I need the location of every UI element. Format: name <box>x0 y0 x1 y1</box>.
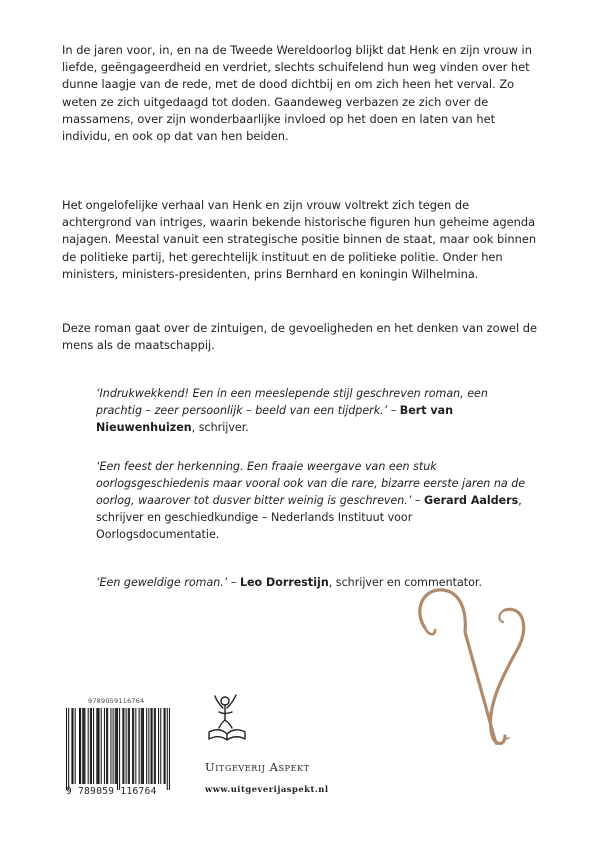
barcode-bar <box>128 708 129 784</box>
review-author: Gerard Aalders <box>423 494 519 507</box>
publisher-url: www.uitgeverijaspekt.nl <box>205 784 329 794</box>
barcode-bar <box>151 708 152 784</box>
review-role: , schrijver en commentator. <box>328 576 482 589</box>
barcode-bar <box>88 708 89 784</box>
barcode-bar <box>164 708 165 784</box>
barcode-bar <box>133 708 134 784</box>
blurb-paragraph-3: Deze roman gaat over de zintuigen, de gevoeligheden en het denken van zowel de mens als de maatschappij. <box>62 321 537 353</box>
review-author: Leo Dorrestijn <box>239 576 329 589</box>
barcode-bar <box>83 708 84 784</box>
review-dash: – <box>387 404 400 417</box>
barcode-bar <box>116 708 117 784</box>
barcode-bar <box>142 708 143 784</box>
review-text: ‘Een feest der herkenning. Een fraaie weergave van een stuk oorlogsgeschiedenis maar vooral ook van die rare, bizarre eerste jaren na de oorlog, waarover tot dusver bitter weinig is geschreven.’ <box>96 460 526 507</box>
barcode-bar <box>68 708 69 790</box>
isbn-digits: 9 789059 116764 <box>66 786 157 797</box>
barcode-bar <box>165 708 166 784</box>
isbn-small-label: 9789059116764 <box>88 697 145 705</box>
barcode-bar <box>110 708 111 784</box>
barcode-bar <box>148 708 149 784</box>
barcode-bar <box>141 708 142 784</box>
barcode-bar <box>91 708 92 784</box>
barcode-bar <box>101 708 102 784</box>
fish-hook-heart-icon <box>405 570 530 745</box>
barcode-icon <box>66 708 170 790</box>
barcode-bar <box>96 708 97 784</box>
barcode-bar <box>139 708 140 784</box>
barcode-bar <box>129 708 130 784</box>
review-role: , schrijver. <box>191 421 249 434</box>
barcode-bar <box>66 708 67 790</box>
barcode-bar <box>97 708 98 784</box>
barcode-bar <box>117 708 118 790</box>
barcode-bar <box>80 708 81 784</box>
barcode-bar <box>119 708 120 790</box>
barcode-bar <box>107 708 108 784</box>
barcode-bar <box>79 708 80 784</box>
barcode-bar <box>143 708 144 784</box>
barcode-bar <box>123 708 124 784</box>
review-role: , schrijver en geschiedkundige – Nederlands Instituut voor Oorlogsdocumentatie. <box>96 494 522 541</box>
blurb-paragraph-1: In de jaren voor, in, en na de Tweede Wereldoorlog blijkt dat Henk en zijn vrouw in liefde, geëngageerdheid en verdriet, slechts schuifelend hun weg vinden over het dunne laagje van de rede, met de dood dichtbij en om zich heen het verval. Zo weten ze zich uitgedaagd tot doden. Gaandeweg verbazen ze zich over de massamens, over zijn wonderbaarlijke invloed op het doen en laten van het individu, en ook op dat van hen beiden. <box>62 43 532 144</box>
barcode-bar <box>73 708 74 784</box>
barcode-bar <box>126 708 127 784</box>
barcode-bar <box>113 708 114 784</box>
barcode-bar <box>75 708 76 784</box>
barcode-bar <box>154 708 155 784</box>
barcode-bar <box>71 708 72 784</box>
barcode-bar <box>115 708 116 784</box>
review-dash: – <box>227 576 240 589</box>
barcode-bar <box>99 708 100 784</box>
barcode-bar <box>82 708 83 784</box>
barcode-bar <box>104 708 105 784</box>
barcode-bar <box>146 708 147 784</box>
barcode-bar <box>93 708 94 784</box>
barcode-bar <box>152 708 153 784</box>
review-text: ‘Indrukwekkend! Een in een meeslepende stijl geschreven roman, een prachtig – zeer persoonlijk – beeld van een tijdperk.’ <box>96 387 488 417</box>
barcode-bar <box>169 708 170 790</box>
barcode-bar <box>160 708 161 784</box>
review-text: ‘Een geweldige roman.’ <box>96 576 228 589</box>
review-dash: – <box>411 494 424 507</box>
blurb-paragraph-2: Het ongelofelijke verhaal van Henk en zijn vrouw voltrekt zich tegen de achtergrond van intriges, waarin bekende historische figuren hun geheime agenda najagen. Meestal vanuit een strategische positie binnen de staat, maar ook binnen de politieke partij, het gerechtelijk instituut en de politieke politie. Onder hen ministers, ministers-presidenten, prins Bernhard en koningin Wilhelmina. <box>62 198 537 281</box>
review-quote-1 <box>96 385 536 436</box>
barcode-bar <box>167 708 168 790</box>
publisher-logo-icon <box>205 692 249 742</box>
barcode-bar <box>132 708 133 784</box>
barcode-bar <box>90 708 91 784</box>
barcode-bar <box>122 708 123 784</box>
barcode-bar <box>106 708 107 784</box>
barcode-bar <box>84 708 85 784</box>
review-quote-2 <box>96 458 536 543</box>
barcode-bar <box>155 708 156 784</box>
publisher-name: Uitgeverij Aspekt <box>205 760 310 774</box>
barcode-bar <box>158 708 159 784</box>
review-author: Bert van Nieuwenhuizen <box>96 404 454 434</box>
barcode-bar <box>135 708 136 784</box>
